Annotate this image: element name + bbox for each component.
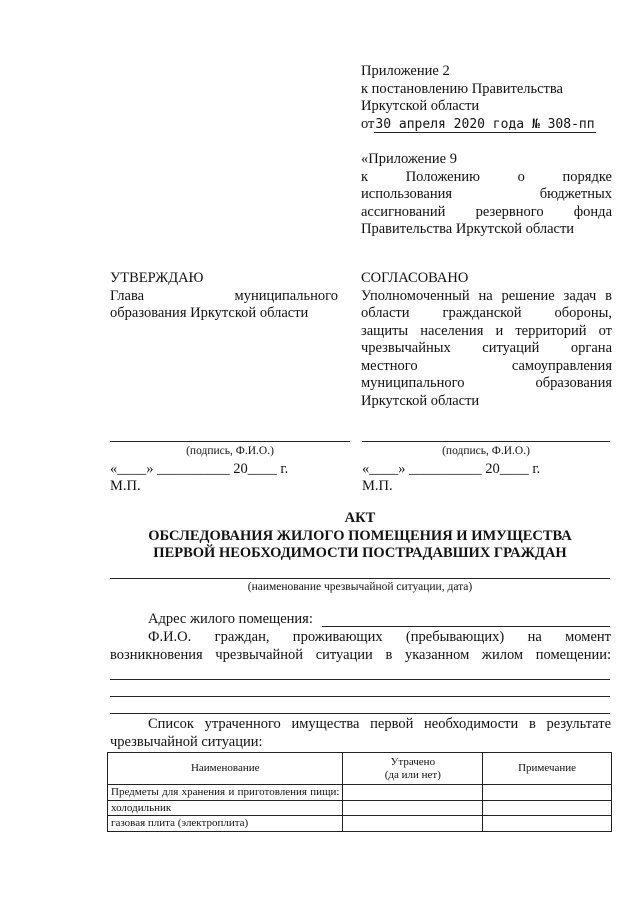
agree-block [361,270,612,410]
approve-date-line: «____» __________ 20____ г. [110,461,289,477]
appendix9-government: Правительства Иркутской области [361,221,575,237]
table-cell-name: газовая плита (электроплита) [108,816,343,832]
appendix-date-row [361,116,611,134]
appendix9-word: к [361,168,369,185]
citizens-field-line[interactable] [110,696,610,697]
emergency-caption: (наименование чрезвычайной ситуации, дата) [247,581,473,593]
table-cell-name: холодильник [108,800,343,816]
appendix9-word: ассигнований [361,203,446,220]
appendix9-row-3 [361,186,612,204]
appendix-block [361,63,611,133]
table-cell-note[interactable] [483,800,612,816]
citizens-field-line[interactable] [110,679,610,680]
appendix9-word: порядке [562,168,612,185]
act-title-line-3: ПЕРВОЙ НЕОБХОДИМОСТИ ПОСТРАДАВШИХ ГРАЖДАН [153,545,567,561]
appendix-title: Приложение 2 [361,63,450,79]
agree-sign-caption: (подпись, Ф.И.О.) [442,445,530,457]
agree-line: Уполномоченный на решение задач в [361,287,612,304]
citizens-line-2: возникновения чрезвычайной ситуации в указанном жилом помещении: [110,646,611,663]
address-field-line[interactable] [322,626,610,627]
table-cell-lost[interactable] [343,785,483,801]
citizens-field-line[interactable] [110,713,610,714]
appendix9-word: бюджетных [539,186,612,202]
table-cell-note[interactable] [483,785,612,801]
appendix9-word: фонда [573,203,612,220]
act-title-line-2: ОБСЛЕДОВАНИЯ ЖИЛОГО ПОМЕЩЕНИЯ И ИМУЩЕСТВА [148,527,572,544]
approve-line-2: образования Иркутской области [110,305,309,321]
column-header-note: Примечание [483,753,612,785]
table-cell-note[interactable] [483,816,612,832]
appendix-date-prefix: от [361,115,375,132]
approve-block [110,270,338,323]
approve-signature-line [110,441,350,442]
approve-stamp: М.П. [110,478,141,494]
appendix-date-value: 30 апреля 2020 года № 308-пп [375,116,595,132]
approve-heading: УТВЕРЖДАЮ [110,270,204,286]
appendix9-row-2 [361,169,612,187]
column-header-name: Наименование [108,753,343,785]
agree-heading: СОГЛАСОВАНО [361,270,469,286]
appendix9-word: резервного [475,203,544,220]
act-title-line-1: АКТ [344,510,376,526]
appendix9-word: Положению [405,168,480,185]
table-row [108,785,612,801]
table-header-row [108,753,612,785]
act-title [110,510,610,563]
agree-signature-line [362,441,610,442]
agree-line: местного самоуправления [361,357,612,374]
list-intro-line-2: чрезвычайной ситуации: [110,733,263,750]
citizens-paragraph [110,629,611,664]
appendix-decree: к постановлению Правительства [361,80,563,97]
column-header-lost: Утрачено (да или нет) [343,753,483,785]
table-cell-lost[interactable] [343,800,483,816]
agree-line: Иркутской области [361,392,480,409]
agree-line: муниципального образования [361,375,612,391]
agree-line: чрезвычайных ситуаций органа [361,340,612,356]
lost-items-table [107,752,612,832]
agree-line: области гражданской обороны, [361,305,612,321]
agree-line: защиты населения и территорий от [361,322,612,339]
list-intro-line-1: Список утраченного имущества первой необходимости в результате [148,716,611,732]
agree-date-line: «____» __________ 20____ г. [362,461,541,477]
list-intro [110,716,611,751]
emergency-name-line [110,578,610,579]
approve-row-1 [110,288,338,306]
appendix9-title: «Приложение 9 [361,151,457,167]
agree-stamp: М.П. [362,478,393,494]
citizens-line-1: Ф.И.О. граждан, проживающих (пребывающих) на момент [148,629,611,645]
appendix9-block [361,151,612,239]
appendix9-row-4 [361,204,612,222]
approve-sign-caption: (подпись, Ф.И.О.) [186,445,274,457]
approve-word: Глава [110,287,145,304]
appendix9-word: о [517,168,525,185]
table-row [108,816,612,832]
appendix-region: Иркутской области [361,98,480,114]
table-row [108,800,612,816]
approve-word: муниципального [234,287,338,304]
table-cell-lost[interactable] [343,816,483,832]
appendix9-word: использования [361,186,453,202]
table-cell-name: Предметы для хранения и приготовления пищи: [108,785,343,801]
address-label: Адрес жилого помещения: [148,611,313,627]
